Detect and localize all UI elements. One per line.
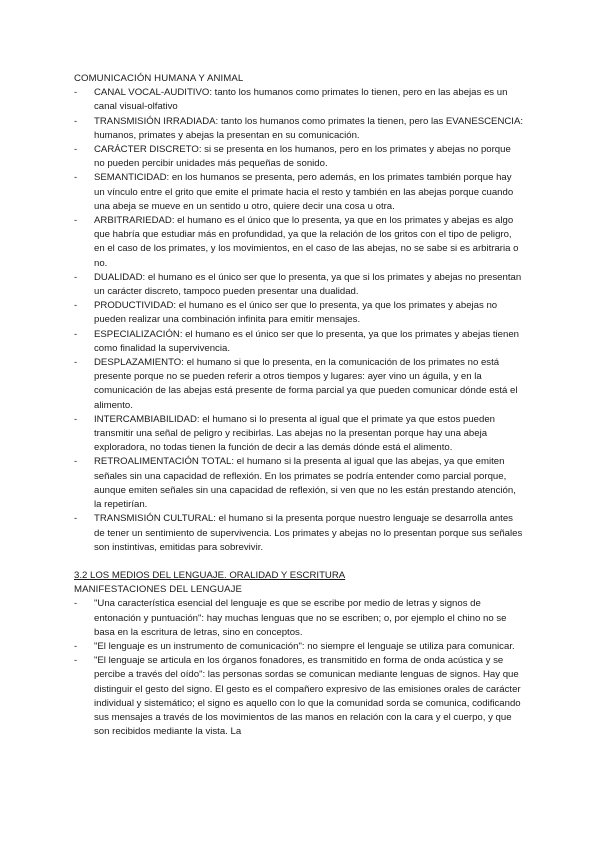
bullet-dash: - [74, 598, 78, 610]
list-item-text: "El lenguaje es un instrumento de comunicación": no siempre el lenguaje se utiliza para comunicar. [94, 640, 515, 652]
document-body [74, 72, 524, 739]
list-item-text: INTERCAMBIABILIDAD: el humano si lo presenta al igual que el primate ya que estos pueden transmitir una señal de peligro y recibirlas. Las abejas no la presentan porque hay una abeja exploradora, no todas tienen la función de decir a las demás dónde está el alimento. [94, 413, 496, 454]
list-item [74, 654, 524, 739]
list-item-text: SEMANTICIDAD: en los humanos se presenta, pero además, en los primates también porque hay un vínculo entre el grito que emite el primate hacia el resto y también en las abejas porque cuando una abeja se mueve en un sentido u otro, quiere decir una cosa u otra. [94, 172, 514, 212]
list-item-text: RETROALIMENTACIÓN TOTAL: el humano si la presenta al igual que las abejas, ya que emiten señales sin una capacidad de reflexión. En los primates se podría entender como parcial porque, aunque emiten señales sin una capacidad de reflexión, si ven que no les están prestando atención, la repetirían. [94, 456, 516, 511]
list-item-text: CANAL VOCAL-AUDITIVO: tanto los humanos como primates lo tienen, pero en las abejas es un canal visual-olfativo [94, 87, 508, 113]
bullet-dash: - [74, 300, 78, 312]
bullet-dash: - [74, 513, 78, 525]
list-item [74, 413, 524, 456]
list-item [74, 328, 524, 356]
bullet-dash: - [74, 413, 78, 425]
manifestations-list [74, 597, 524, 739]
bullet-dash: - [74, 357, 78, 369]
bullet-dash: - [74, 115, 78, 127]
list-item [74, 171, 524, 214]
list-item-text: TRANSMISIÓN IRRADIADA: tanto los humanos como primates la tienen, pero las EVANESCENCIA: humanos, primates y abejas la presentan en su comunicación. [94, 115, 524, 141]
bullet-dash: - [74, 271, 78, 283]
list-item [74, 214, 524, 271]
bullet-dash: - [74, 640, 78, 652]
list-item [74, 271, 524, 299]
list-item-text: PRODUCTIVIDAD: el humano es el único ser que lo presenta, ya que los primates y abejas no pueden realizar una combinación infinita para emitir mensajes. [94, 300, 498, 326]
list-item [74, 115, 524, 143]
list-item-text: ARBITRARIEDAD: el humano es el único que lo presenta, ya que en los primates y abejas es algo que habría que estudiar más en profundidad, ya que la relación de los gritos con el tipo de peligro, en el caso de los primates, y los movimientos, en el caso de las abejas, no se sabe si es arbitraria o no. [94, 215, 519, 269]
comparison-list [74, 86, 524, 555]
list-item [74, 299, 524, 327]
bullet-dash: - [74, 87, 78, 99]
bullet-dash: - [74, 144, 78, 156]
bullet-dash: - [74, 328, 78, 340]
list-item [74, 143, 524, 171]
list-item [74, 455, 524, 512]
list-item-text: TRANSMISIÓN CULTURAL: el humano si la presenta porque nuestro lenguaje se desarrolla antes de tener un sentimiento de supervivencia. Los primates y abejas no lo presentan porque sus señales son instintivas, emitidas para sobrevivir. [94, 513, 523, 553]
list-item-text: "Una característica esencial del lenguaje es que se escribe por medio de letras y signos de entonación y puntuación": hay muchas lenguas que no se escriben; o, por ejemplo el chino no se basa en la escritura de letras, sino en conceptos. [94, 598, 507, 638]
list-item-text: DESPLAZAMIENTO: el humano si que lo presenta, en la comunicación de los primates no está presente porque no se pueden referir a otros tiempos y lugares: ayer vino un águila, y en la comunicación de las abejas está presente de forma parcial ya que pueden comunicar dónde está el alimento. [94, 357, 518, 411]
section-title: 3.2 LOS MEDIOS DEL LENGUAJE. ORALIDAD Y ESCRITURA [74, 569, 346, 581]
list-item-text: ESPECIALIZACIÓN: el humano es el único ser que lo presenta, ya que los primates y abejas tienen como finalidad la supervivencia. [94, 328, 520, 354]
list-item [74, 597, 524, 640]
list-item [74, 512, 524, 555]
list-item [74, 86, 524, 114]
list-item [74, 640, 524, 654]
bullet-dash: - [74, 172, 78, 184]
list-item-text: CARÁCTER DISCRETO: si se presenta en los humanos, pero en los primates y abejas no porque no pueden percibir unidades más pequeñas de sonido. [94, 144, 511, 170]
section-heading: COMUNICACIÓN HUMANA Y ANIMAL [74, 73, 244, 84]
list-item [74, 356, 524, 413]
section-subheading: MANIFESTACIONES DEL LENGUAJE [74, 584, 243, 596]
bullet-dash: - [74, 456, 78, 468]
bullet-dash: - [74, 655, 78, 667]
bullet-dash: - [74, 215, 78, 227]
list-item-text: DUALIDAD: el humano es el único ser que lo presenta, ya que si los primates y abejas no presentan un carácter discreto, tampoco pueden presentar una dualidad. [94, 271, 522, 298]
list-item-text: "El lenguaje se articula en los órganos fonadores, es transmitido en forma de onda acústica y se percibe a través del oído": las personas sordas se comunican mediante lenguas de signos. Hay que distinguir el gesto del signo. El gesto es el compañero expresivo de las emisiones orales de carácter individual y sistemático; el signo es aquello con lo que la comunidad sorda se comunica, codificando sus mensajes a través de los movimientos de las manos en relación con la cara y el cuerpo, y que son recibidos mediante la vista. La [94, 655, 521, 738]
